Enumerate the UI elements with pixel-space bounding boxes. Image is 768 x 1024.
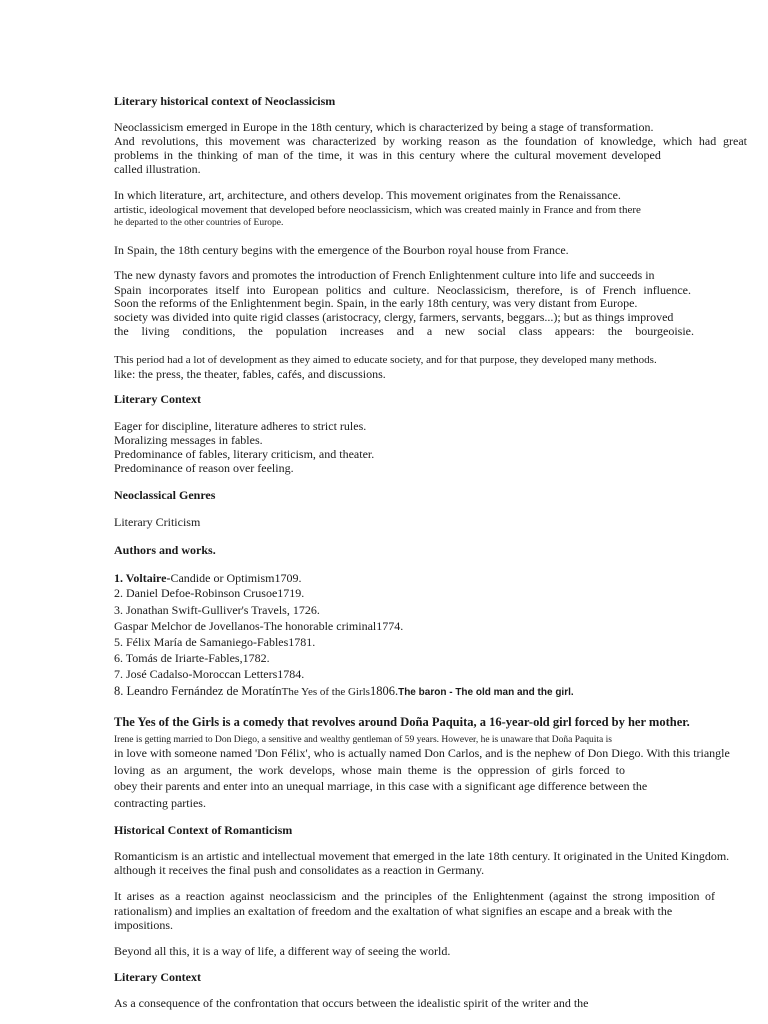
paragraph-line: This period had a lot of development as they aimed to educate society, and for that purpose, they developed many methods. (114, 354, 657, 366)
paragraph-line: In Spain, the 18th century begins with the emergence of the Bourbon royal house from France. (114, 243, 569, 257)
author-item: 5. Félix María de Samaniego-Fables1781. (114, 635, 316, 649)
heading-neoclassicism: Literary historical context of Neoclassicism (114, 94, 336, 108)
paragraph-line: The new dynasty favors and promotes the introduction of French Enlightenment culture into life and succeeds in (114, 268, 655, 282)
paragraph-line: called illustration. (114, 162, 201, 176)
paragraph-line: loving as an argument, the work develops, whose main theme is the oppression of girls forced to (114, 763, 625, 777)
author-item: 7. José Cadalso-Moroccan Letters1784. (114, 667, 305, 681)
list-item: Eager for discipline, literature adheres to strict rules. (114, 419, 367, 433)
author-number: 1. (114, 571, 126, 585)
heading-authors-works: Authors and works. (114, 543, 216, 557)
paragraph-line: It arises as a reaction against neoclassicism and the principles of the Enlightenment (against the strong imposition of (114, 889, 715, 903)
paragraph-line: contracting parties. (114, 796, 206, 810)
author-name: Voltaire- (125, 571, 171, 585)
author-work-extra: The baron - The old man and the girl. (398, 687, 574, 698)
paragraph-line: Romanticism is an artistic and intellectual movement that emerged in the late 18th century. It originated in the United Kingdom. (114, 849, 730, 863)
author-item (114, 684, 574, 700)
paragraph-line: Spain incorporates itself into European politics and culture. Neoclassicism, therefore, is of French influence. (114, 283, 691, 297)
author-work: The Yes of the Girls (281, 686, 370, 698)
paragraph-line: in love with someone named 'Don Félix', who is actually named Don Carlos, and is the nephew of Don Diego. With this triangle (114, 746, 730, 760)
paragraph-line: Beyond all this, it is a way of life, a different way of seeing the world. (114, 944, 451, 958)
paragraph-line: although it receives the final push and consolidates as a reaction in Germany. (114, 863, 485, 877)
paragraph-line: rationalism) and implies an exaltation of freedom and the exaltation of what signifies an escape and a break with the (114, 904, 673, 918)
list-item: Predominance of reason over feeling. (114, 461, 294, 475)
paragraph-line: Soon the reforms of the Enlightenment begin. Spain, in the early 18th century, was very distant from Europe. (114, 296, 638, 310)
paragraph-line: the living conditions, the population increases and a new social class appears: the bourgeoisie. (114, 324, 694, 338)
author-item: 3. Jonathan Swift-Gulliver's Travels, 1726. (114, 603, 320, 617)
paragraph-line: And revolutions, this movement was characterized by working reason as the foundation of knowledge, which had great (114, 134, 747, 148)
genre-item: Literary Criticism (114, 515, 201, 529)
paragraph-line: problems in the thinking of man of the time, it was in this century where the cultural movement developed (114, 148, 661, 162)
heading-neoclassical-genres: Neoclassical Genres (114, 488, 216, 502)
paragraph-line: impositions. (114, 918, 174, 932)
paragraph-line: As a consequence of the confrontation that occurs between the idealistic spirit of the writer and the (114, 996, 589, 1010)
author-item: Gaspar Melchor de Jovellanos-The honorable criminal1774. (114, 619, 404, 633)
paragraph-line: like: the press, the theater, fables, cafés, and discussions. (114, 367, 386, 381)
author-item (114, 571, 301, 585)
author-year: 1806. (369, 684, 399, 698)
heading-literary-context-romanticism: Literary Context (114, 970, 201, 984)
author-item: 2. Daniel Defoe-Robinson Crusoe1719. (114, 586, 305, 600)
list-item: Predominance of fables, literary criticism, and theater. (114, 447, 375, 461)
paragraph-line: Neoclassicism emerged in Europe in the 18th century, which is characterized by being a stage of transformation. (114, 120, 654, 134)
paragraph-line: society was divided into quite rigid classes (aristocracy, clergy, farmers, servants, beggars...); but as things improved (114, 310, 674, 324)
paragraph-line: artistic, ideological movement that developed before neoclassicism, which was created mainly in France and from there (114, 204, 641, 216)
list-item: Moralizing messages in fables. (114, 433, 263, 447)
author-name: 8. Leandro Fernández de Moratín (114, 684, 282, 698)
paragraph-line: obey their parents and enter into an unequal marriage, in this case with a significant age difference between the (114, 779, 648, 793)
heading-romanticism: Historical Context of Romanticism (114, 823, 293, 837)
author-work: Candide or Optimism1709. (170, 571, 302, 585)
paragraph-line: he departed to the other countries of Europe. (114, 218, 284, 228)
paragraph-line: Irene is getting married to Don Diego, a sensitive and wealthy gentleman of 59 years. However, he is unaware that Doña Paquita is (114, 735, 612, 745)
author-item: 6. Tomás de Iriarte-Fables,1782. (114, 651, 270, 665)
paragraph-line: In which literature, art, architecture, and others develop. This movement originates from the Renaissance. (114, 188, 621, 202)
heading-yes-of-the-girls: The Yes of the Girls is a comedy that revolves around Doña Paquita, a 16-year-old girl forced by her mother. (114, 715, 690, 729)
heading-literary-context: Literary Context (114, 392, 201, 406)
